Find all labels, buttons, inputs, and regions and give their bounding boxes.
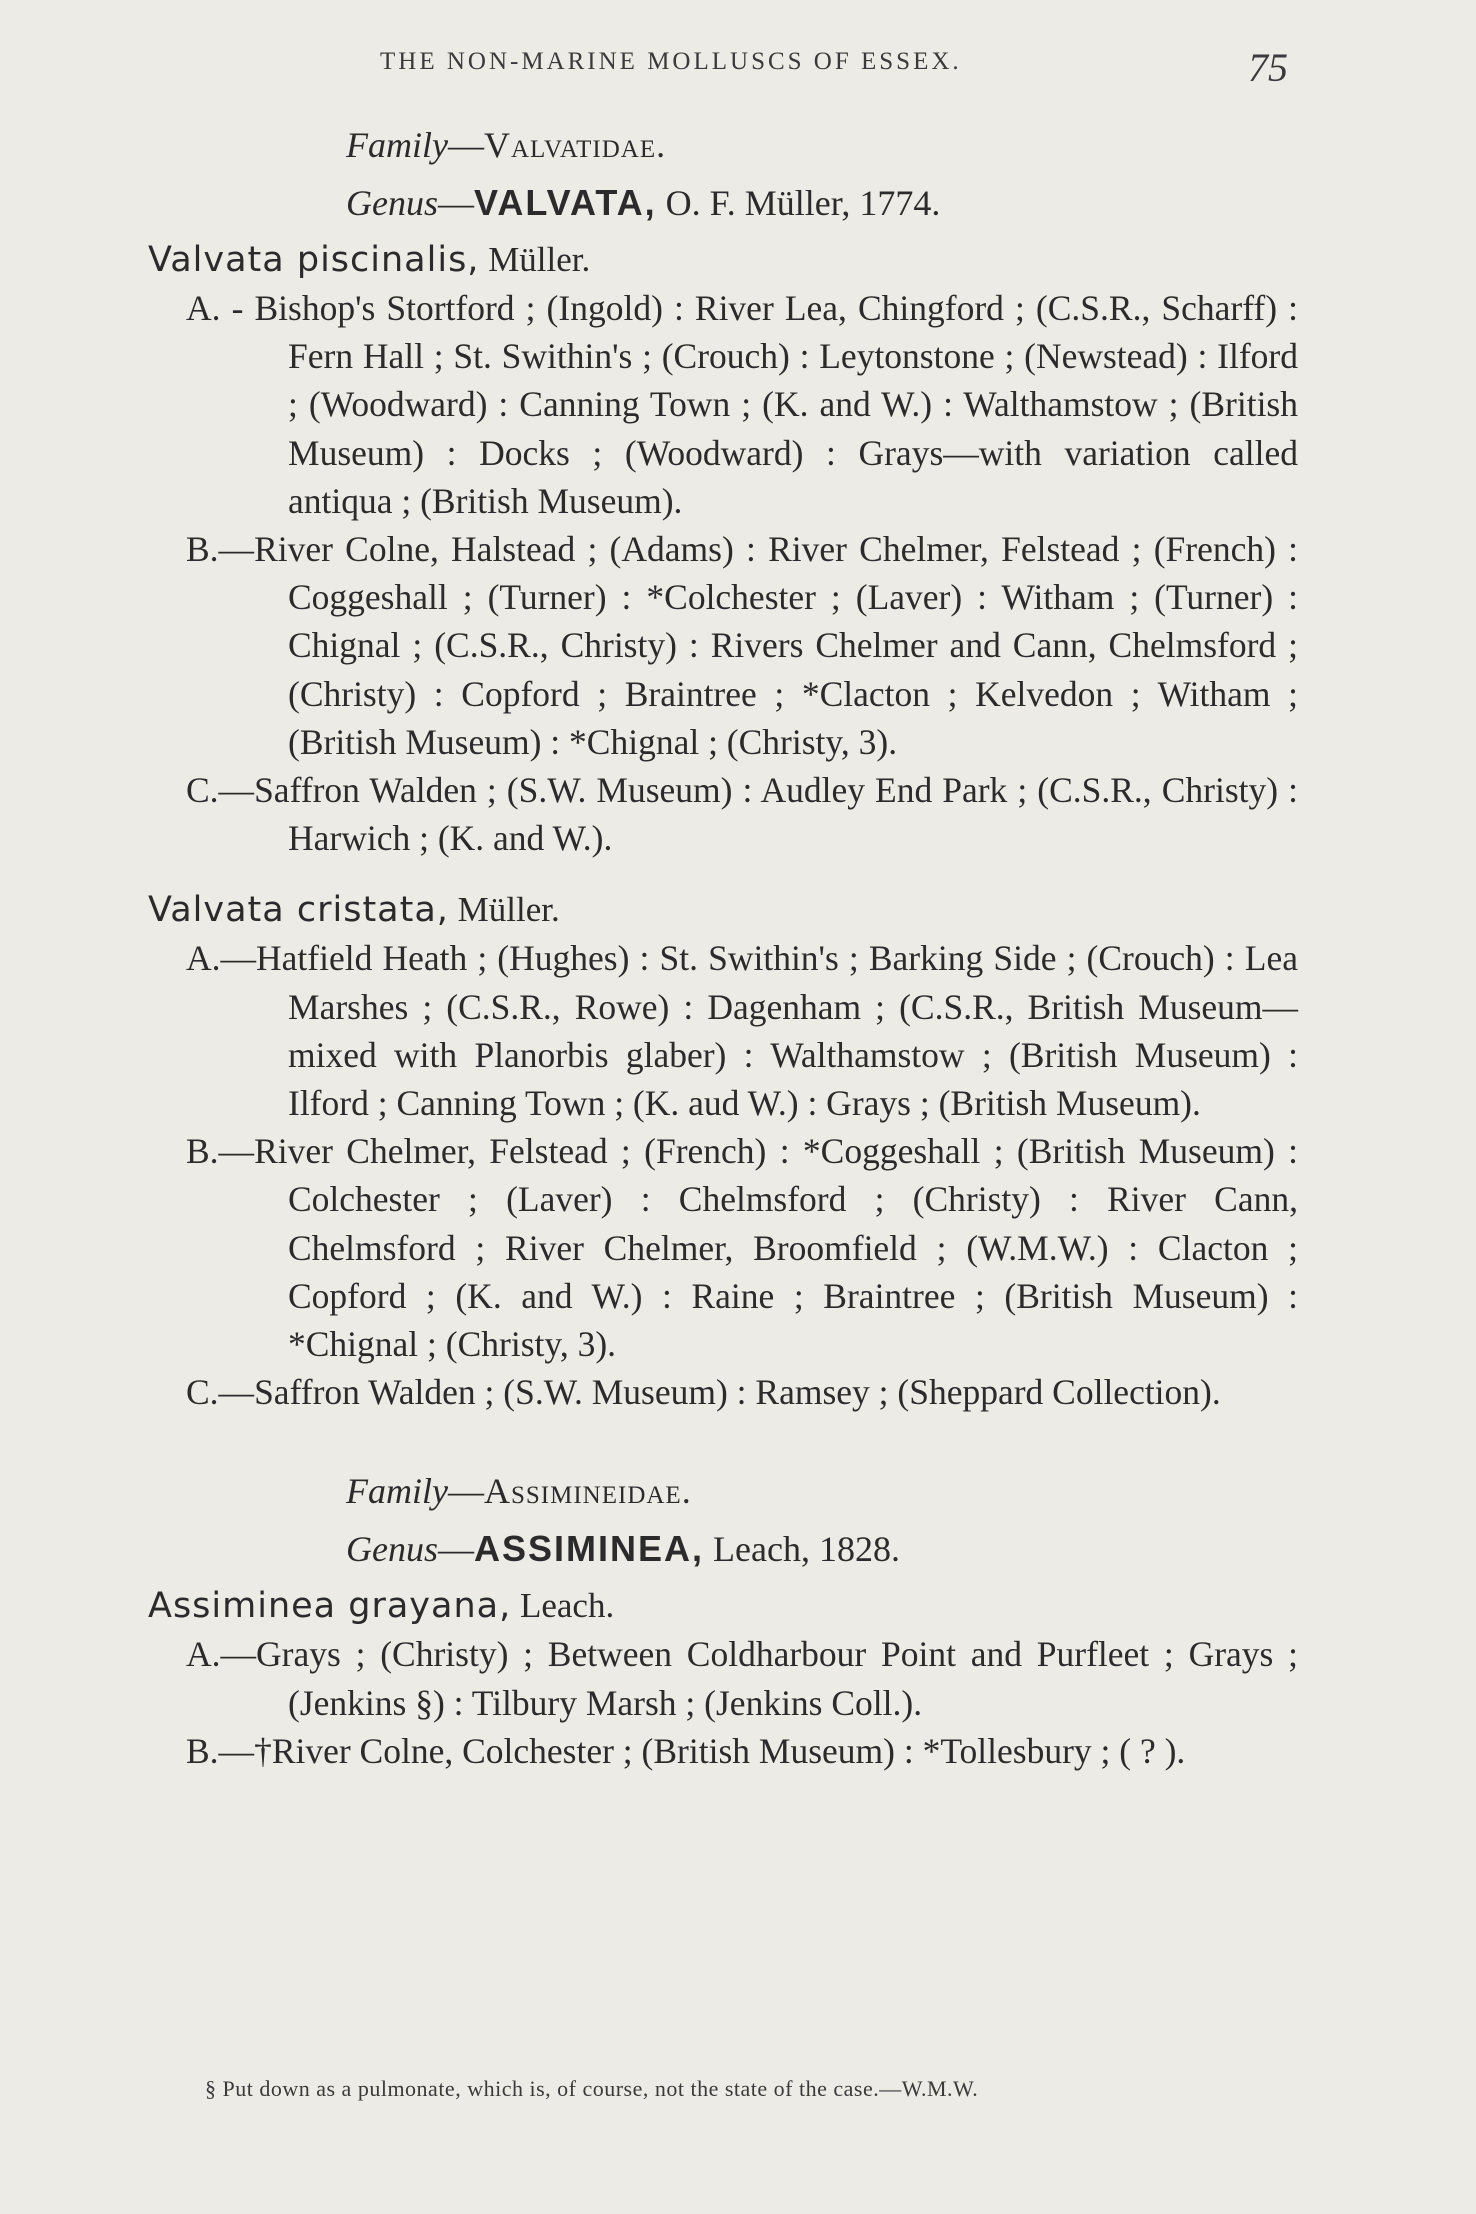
locality-entry — [186, 525, 1298, 766]
entry-text: Hatfield Heath ; (Hughes) : St. Swithin's ; Barking Side ; (Crouch) : Lea Marshes ; (C.S.R., Rowe) : Dagenham ; (C.S.R., British Museum—mixed with Planorbis glaber) : Walthamstow ; (British Museum) : Ilford ; Canning Town ; (K. aud W.) : Grays ; (British Museum). — [256, 938, 1298, 1124]
page-header — [0, 45, 1476, 98]
family-name: Valvatidae. — [483, 125, 667, 165]
entry-text: Saffron Walden ; (S.W. Museum) : Audley End Park ; (C.S.R., Christy) : Harwich ; (K. and W.). — [254, 770, 1298, 859]
species-name: Valvata cristata, — [148, 890, 449, 931]
entry-letter: C.— — [186, 770, 255, 811]
entry-letter: A. - — [186, 288, 244, 328]
entry-text: Bishop's Stortford ; (Ingold) : River Lea, Chingford ; (C.S.R., Scharff) : Fern Hall ; St. Swithin's ; (Crouch) : Leytonstone ; (Newstead) : Ilford ; (Woodward) : Canning Town ; (K. and W.) : Walthamstow ; (British Museum) : Docks ; (Woodward) : Grays—with variation called antiqua ; (British Museum). — [254, 288, 1298, 521]
family-label: Family — [346, 1471, 448, 1512]
genus-heading: Genus—VALVATA, O. F. Müller, 1774. — [346, 182, 941, 223]
genus-heading: Genus—ASSIMINEA, Leach, 1828. — [346, 1528, 900, 1570]
species-name: Valvata piscinalis, — [148, 240, 480, 280]
page-content — [0, 120, 1476, 1775]
family-label: Family — [346, 125, 448, 165]
genus-label: Genus — [346, 1529, 438, 1570]
species-author: Müller. — [479, 240, 591, 279]
entry-text: †River Colne, Colchester ; (British Museum) : *Tollesbury ; ( ? ). — [254, 1730, 1186, 1771]
entry-letter: C.— — [186, 1372, 255, 1413]
entry-letter: B.— — [186, 1730, 255, 1771]
genus-author: O. F. Müller, 1774. — [656, 183, 941, 223]
entry-text: Saffron Walden ; (S.W. Museum) : Ramsey ; (Sheppard Collection). — [254, 1372, 1221, 1413]
family-heading: Family—Assimineidae. — [346, 1471, 692, 1512]
locality-entry — [186, 1368, 1298, 1416]
species-heading — [0, 886, 1476, 934]
running-head: THE NON-MARINE MOLLUSCS OF ESSEX. — [380, 48, 962, 75]
species-heading — [0, 236, 1476, 284]
locality-entry — [186, 284, 1298, 525]
footnote: § Put down as a pulmonate, which is, of course, not the state of the case.—W.M.W. — [205, 2076, 979, 2101]
species-name: Assiminea grayana, — [148, 1586, 512, 1627]
genus-name: VALVATA, — [474, 182, 657, 223]
entry-letter: B.— — [186, 529, 255, 570]
page-number: 75 — [1248, 45, 1288, 90]
entry-text: River Chelmer, Felstead ; (French) : *Coggeshall ; (British Museum) : Colchester ; (Laver) : Chelmsford ; (Christy) : River Cann, Chelmsford ; River Chelmer, Broomfield ; (W.M.W.) : Clacton ; Copford ; (K. and W.) : Raine ; Braintree ; (British Museum) : *Chignal ; (Christy, 3). — [254, 1131, 1298, 1365]
locality-entry — [186, 1727, 1298, 1775]
locality-entry — [186, 1630, 1298, 1726]
genus-label: Genus — [346, 183, 438, 223]
locality-entry — [186, 934, 1298, 1127]
family-heading: Family—Valvatidae. — [346, 125, 667, 165]
entry-letter: A.— — [186, 1634, 257, 1675]
entry-text: Grays ; (Christy) ; Between Coldharbour Point and Purfleet ; Grays ; (Jenkins §) : Tilbury Marsh ; (Jenkins Coll.). — [256, 1634, 1298, 1723]
species-author: Müller. — [448, 890, 560, 930]
locality-entry — [186, 766, 1298, 862]
species-heading — [0, 1582, 1476, 1630]
genus-name: ASSIMINEA, — [474, 1528, 705, 1570]
genus-author: Leach, 1828. — [704, 1529, 900, 1570]
family-name: Assimineidae. — [483, 1471, 692, 1512]
species-author: Leach. — [511, 1586, 615, 1626]
locality-entry — [186, 1127, 1298, 1368]
entry-letter: B.— — [186, 1131, 255, 1172]
entry-text: River Colne, Halstead ; (Adams) : River Chelmer, Felstead ; (French) : Coggeshall ; (Turner) : *Colchester ; (Laver) : Witham ; (Turner) : Chignal ; (C.S.R., Christy) : Rivers Chelmer and Cann, Chelmsford ; (Christy) : Copford ; Braintree ; *Clacton ; Kelvedon ; Witham ; (British Museum) : *Chignal ; (Christy, 3). — [254, 529, 1298, 762]
entry-letter: A.— — [186, 938, 257, 979]
